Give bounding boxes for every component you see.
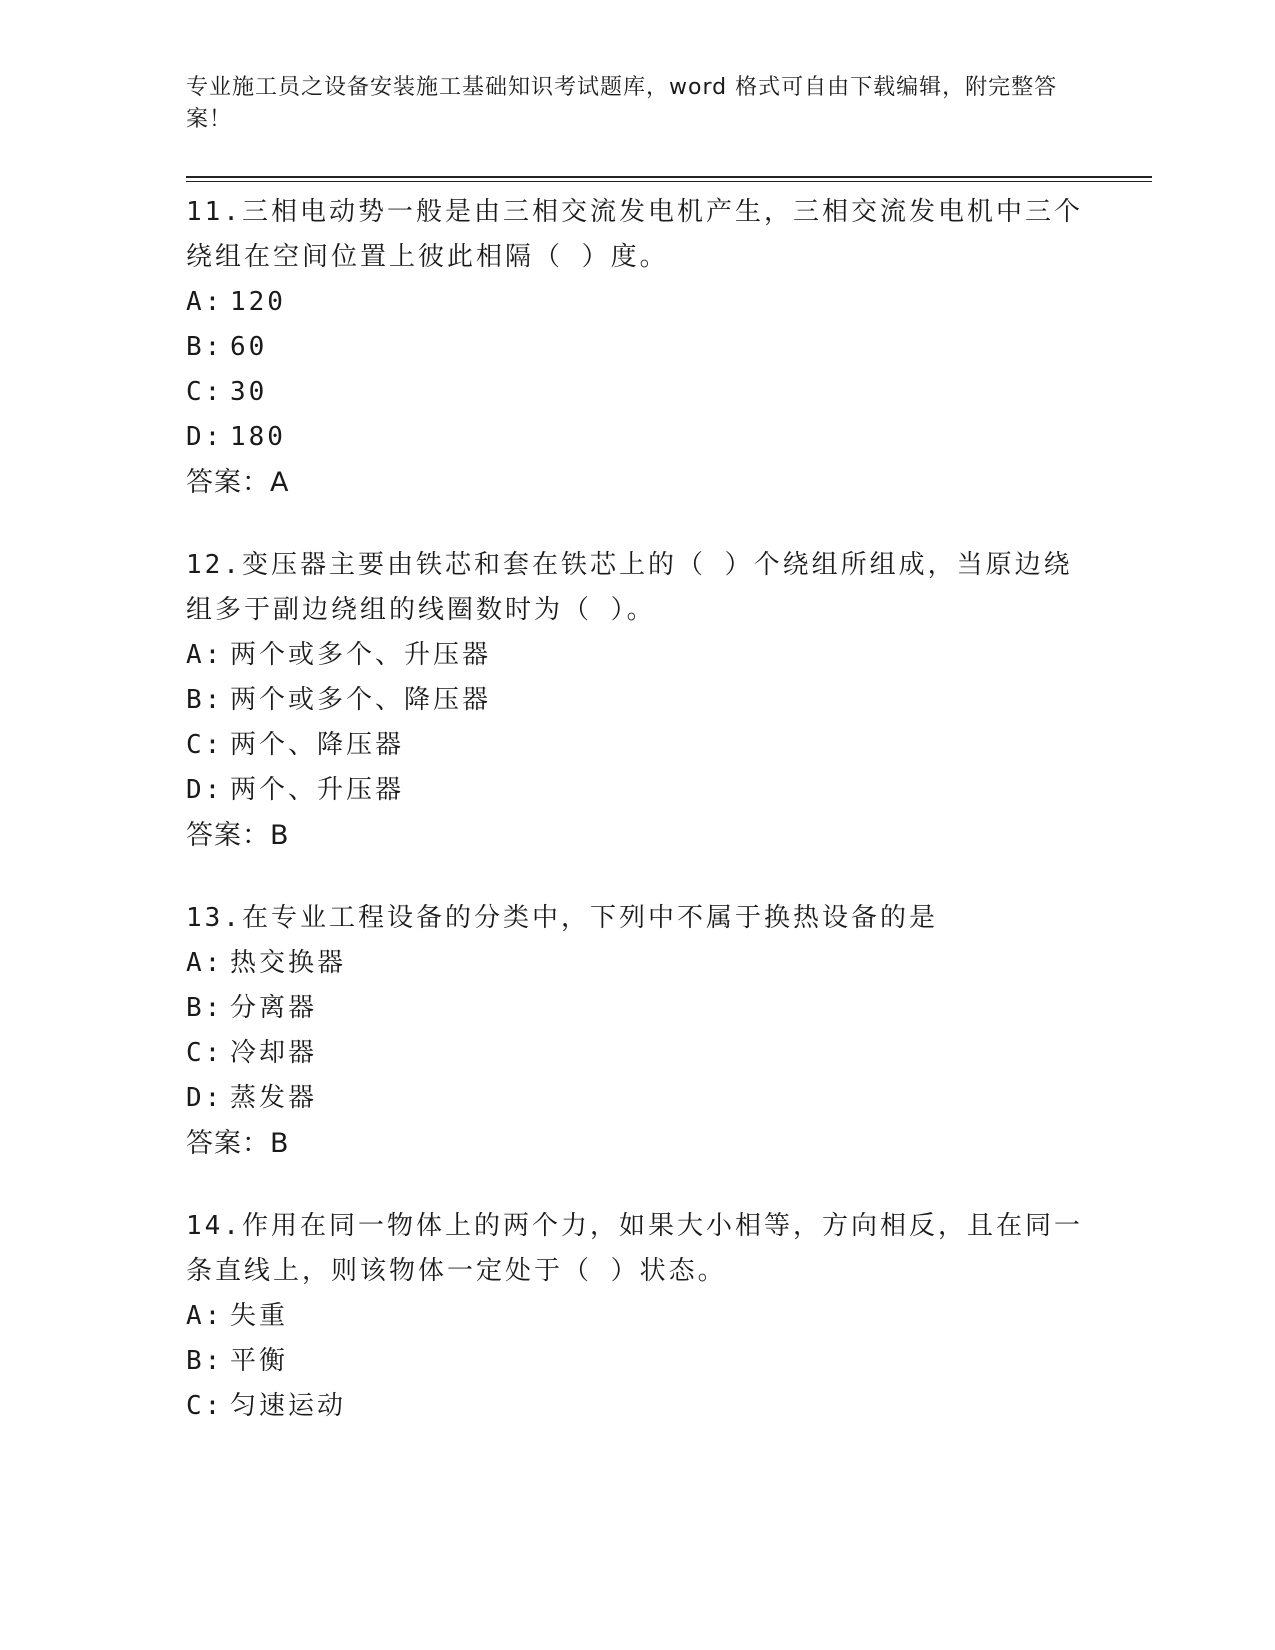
option-a <box>186 941 1086 986</box>
question-text: 11.三相电动势一般是由三相交流发电机产生，三相交流发电机中三个绕组在空间位置上彼此相隔（ ）度。 <box>186 197 1083 272</box>
header-divider-thin <box>186 181 1152 182</box>
option-text: 两个或多个、降压器 <box>230 685 492 715</box>
option-c <box>186 1384 1086 1429</box>
option-key: D: <box>186 775 224 805</box>
option-d <box>186 768 1086 813</box>
option-key: A: <box>186 1301 224 1331</box>
answer-line: 答案：B <box>186 1128 290 1159</box>
option-text: 60 <box>230 332 268 362</box>
option-a <box>186 633 1086 678</box>
option-text: 分离器 <box>230 993 318 1023</box>
option-text: 两个、降压器 <box>230 730 405 760</box>
option-d <box>186 1076 1086 1121</box>
option-a <box>186 280 1086 325</box>
question-11 <box>186 190 1086 505</box>
option-key: C: <box>186 1038 224 1068</box>
option-text: 热交换器 <box>230 948 347 978</box>
option-key: B: <box>186 993 224 1023</box>
question-14 <box>186 1204 1086 1429</box>
option-b <box>186 325 1086 370</box>
option-key: B: <box>186 685 224 715</box>
option-key: C: <box>186 1391 224 1421</box>
document-header: 专业施工员之设备安装施工基础知识考试题库，word 格式可自由下载编辑，附完整答案！ <box>186 75 1058 132</box>
option-a <box>186 1294 1086 1339</box>
option-text: 120 <box>230 287 286 317</box>
option-b <box>186 678 1086 723</box>
question-13 <box>186 896 1086 1166</box>
option-key: B: <box>186 332 224 362</box>
option-c <box>186 723 1086 768</box>
option-d <box>186 415 1086 460</box>
option-text: 冷却器 <box>230 1038 318 1068</box>
answer-line: 答案：B <box>186 820 290 851</box>
header-divider <box>186 176 1152 178</box>
option-text: 两个或多个、升压器 <box>230 640 492 670</box>
option-key: D: <box>186 1083 224 1113</box>
option-key: A: <box>186 640 224 670</box>
option-key: B: <box>186 1346 224 1376</box>
option-key: C: <box>186 377 224 407</box>
option-key: C: <box>186 730 224 760</box>
option-text: 失重 <box>230 1301 289 1331</box>
option-c <box>186 370 1086 415</box>
question-list <box>186 190 1086 1467</box>
option-text: 匀速运动 <box>230 1391 347 1421</box>
answer-line: 答案：A <box>186 467 290 498</box>
option-text: 两个、升压器 <box>230 775 405 805</box>
option-key: A: <box>186 287 224 317</box>
option-text: 30 <box>230 377 268 407</box>
option-text: 平衡 <box>230 1346 289 1376</box>
option-text: 蒸发器 <box>230 1083 318 1113</box>
question-text: 14.作用在同一物体上的两个力，如果大小相等，方向相反，且在同一条直线上，则该物体一定处于（ ）状态。 <box>186 1211 1083 1286</box>
option-c <box>186 1031 1086 1076</box>
question-12 <box>186 543 1086 858</box>
option-key: A: <box>186 948 224 978</box>
question-text: 13.在专业工程设备的分类中，下列中不属于换热设备的是 <box>186 903 938 933</box>
option-b <box>186 986 1086 1031</box>
option-text: 180 <box>230 422 286 452</box>
option-b <box>186 1339 1086 1384</box>
option-key: D: <box>186 422 224 452</box>
question-text: 12.变压器主要由铁芯和套在铁芯上的（ ）个绕组所组成，当原边绕组多于副边绕组的线圈数时为（ ）。 <box>186 550 1073 625</box>
